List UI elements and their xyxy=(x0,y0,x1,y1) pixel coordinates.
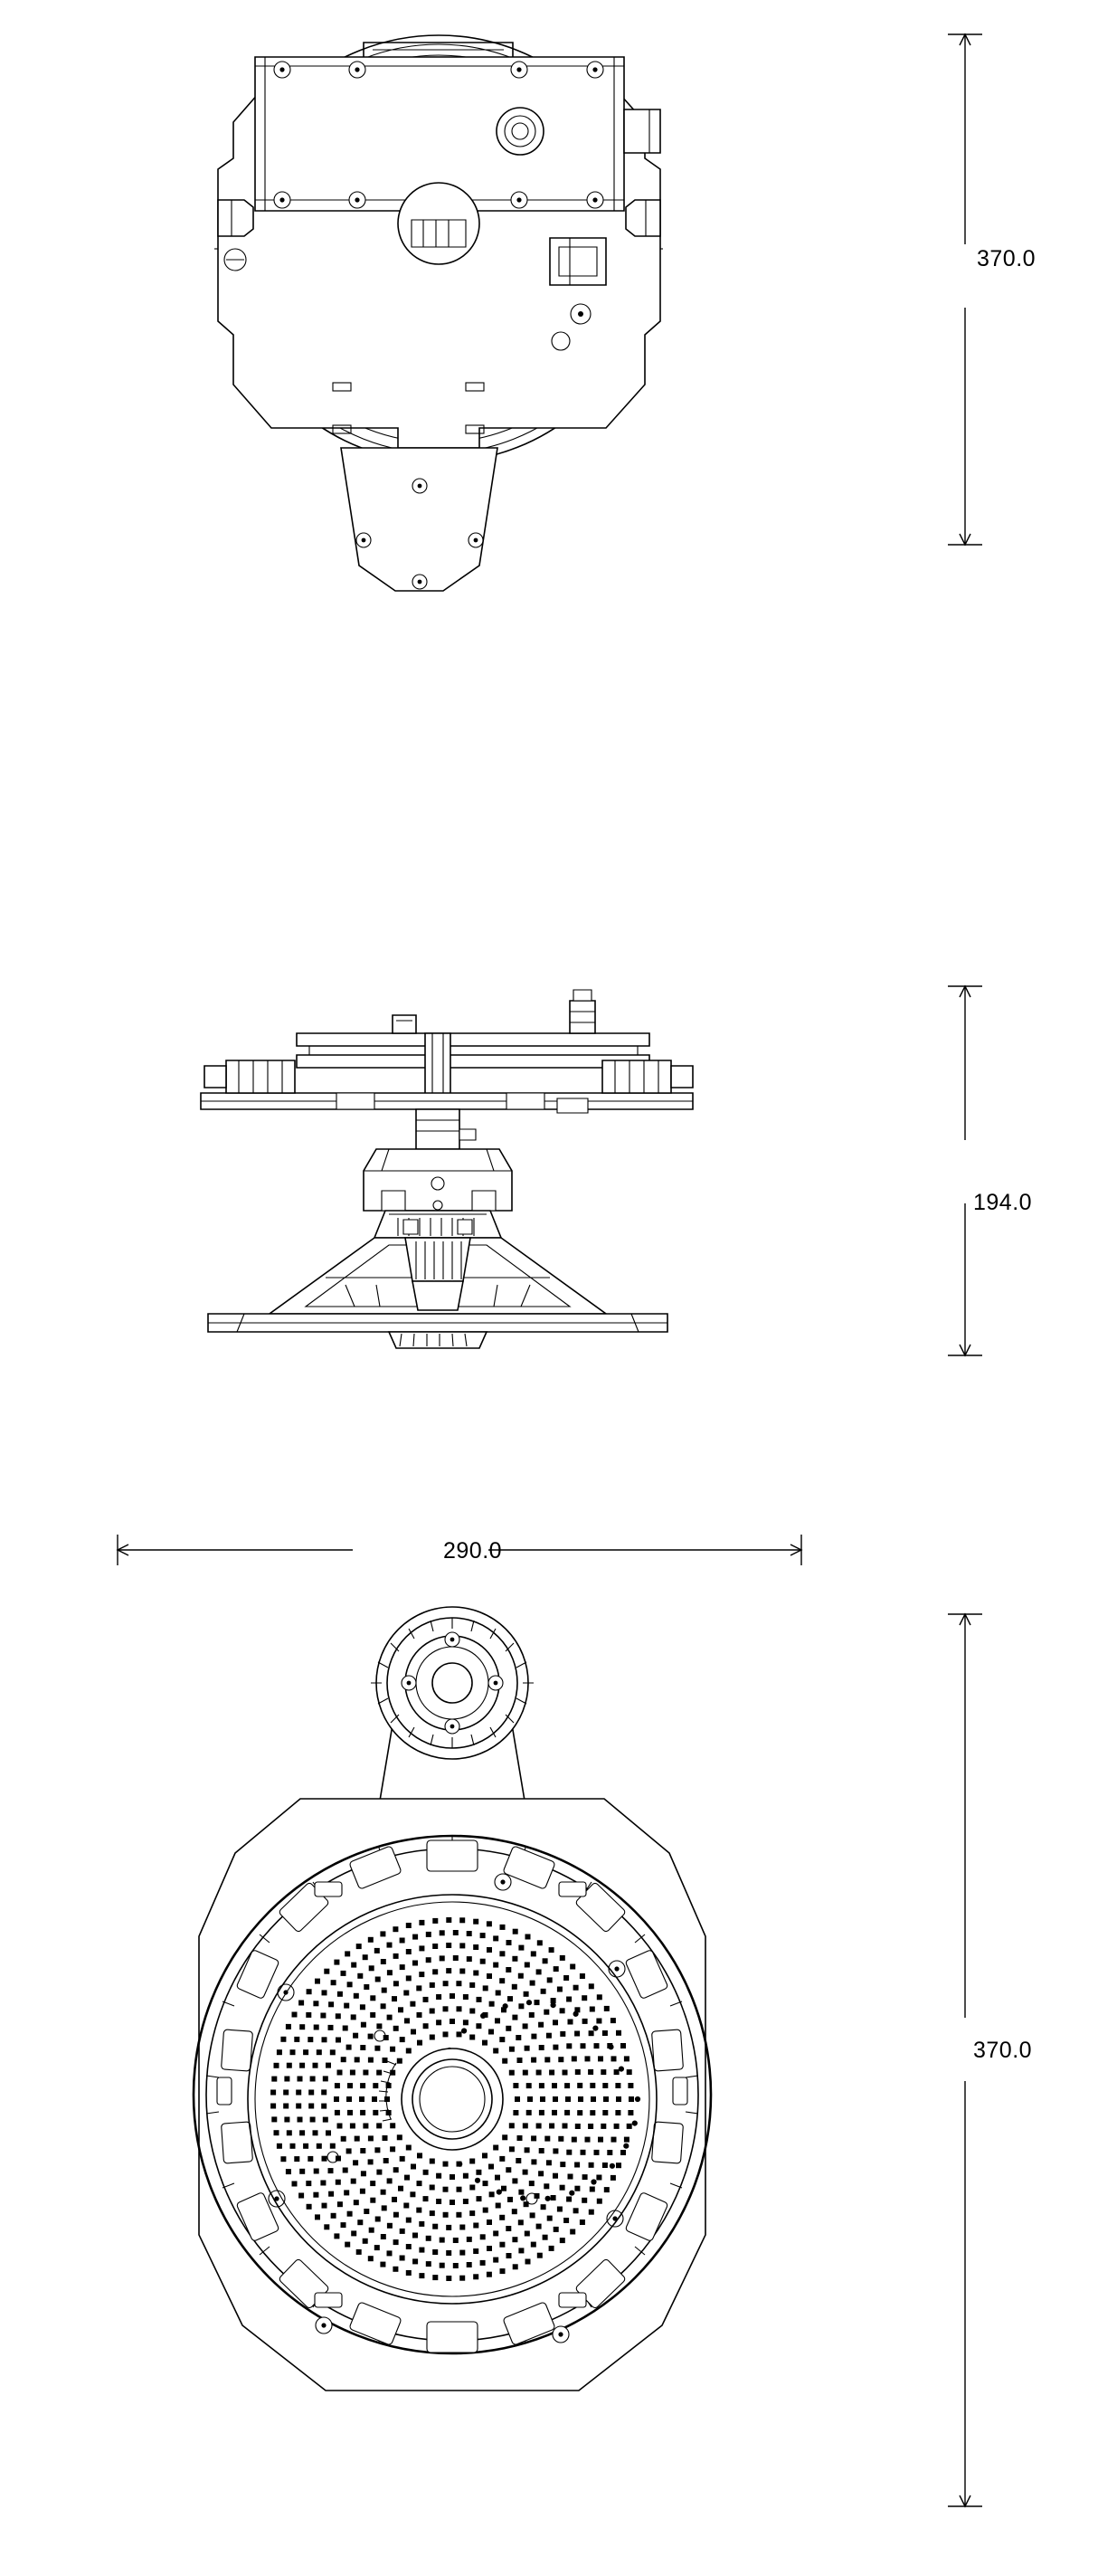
height-dimension-side-label: 194.0 xyxy=(973,1190,1033,1215)
bottom-view xyxy=(99,1602,805,2524)
height-dimension-bottom xyxy=(941,1602,995,2533)
side-view xyxy=(109,977,796,1448)
height-dimension-bottom-label: 370.0 xyxy=(973,2038,1033,2063)
width-dimension-bottom-label: 290.0 xyxy=(443,1538,503,1564)
top-view xyxy=(109,18,778,525)
height-dimension-top-label: 370.0 xyxy=(977,246,1036,271)
